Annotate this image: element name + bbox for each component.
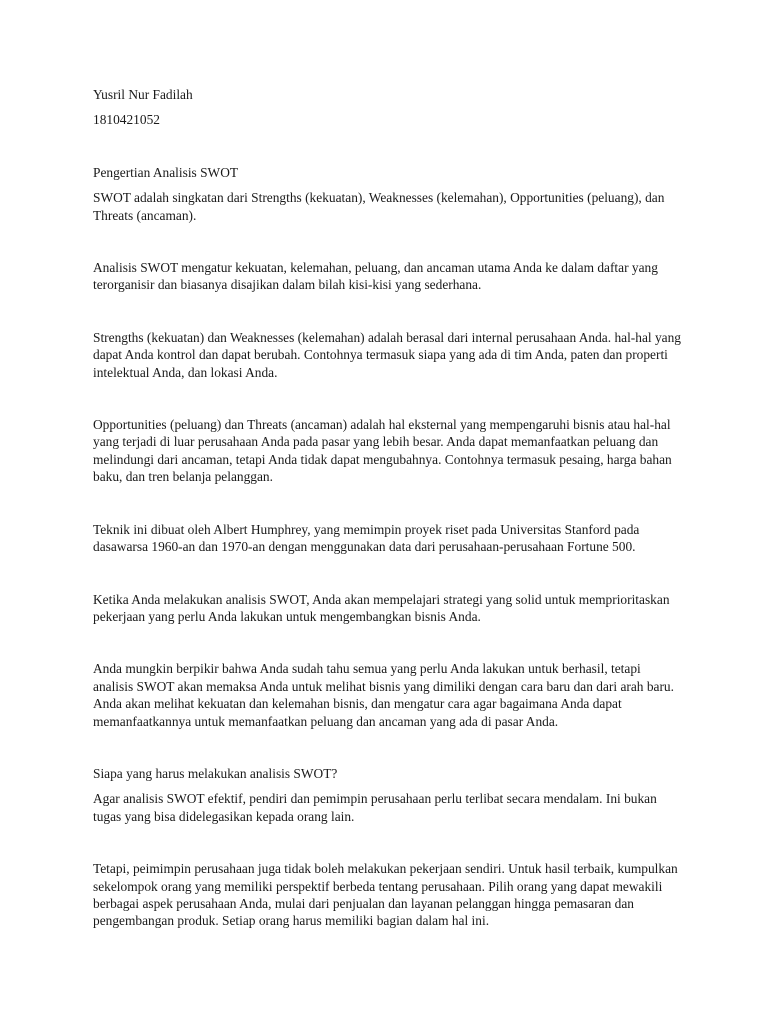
- paragraph-swot-organize: Analisis SWOT mengatur kekuatan, kelemahan, peluang, dan ancaman utama Anda ke dalam daftar yang terorganisir dan biasanya disajikan dalam bilah kisi-kisi yang sederhana.: [93, 260, 658, 293]
- student-id: 1810421052: [93, 112, 160, 128]
- paragraph-team: Tetapi, peimimpin perusahaan juga tidak boleh melakukan pekerjaan sendiri. Untuk hasil terbaik, kumpulkan sekelompok orang yang memiliki perspektif berbeda tentang perusahaan. Pilih orang yang dapat mewakili berbagai aspek perusahaan Anda, mulai dari penjualan dan layanan pelanggan hingga pemasaran dan pengembangan produk. Setiap orang harus memiliki bagian dalam hal ini.: [93, 861, 678, 929]
- author-name: Yusril Nur Fadilah: [93, 87, 193, 102]
- document-page: [93, 86, 683, 930]
- section-heading-siapa: Siapa yang harus melakukan analisis SWOT?: [93, 765, 338, 781]
- paragraph-humphrey: Teknik ini dibuat oleh Albert Humphrey, yang memimpin proyek riset pada Universitas Stanford pada dasawarsa 1960-an dan 1970-an dengan menggunakan data dari perusahaan-perusahaan Fortune 500.: [93, 521, 640, 555]
- paragraph-new-perspective: Anda mungkin berpikir bahwa Anda sudah tahu semua yang perlu Anda lakukan untuk berhasil, tetapi analisis SWOT akan memaksa Anda untuk melihat bisnis yang dimiliki dengan cara baru dan dari arah baru. Anda akan melihat kekuatan dan kelemahan bisnis, dan mengatur cara agar bagaimana Anda dapat memanfaatkannya untuk memanfaatkan peluang dan ancaman yang ada di pasar Anda.: [93, 661, 674, 729]
- paragraph-opportunities-threats: Opportunities (peluang) dan Threats (ancaman) adalah hal eksternal yang mempengaruhi bisnis atau hal-hal yang terjadi di luar perusahaan Anda pada pasar yang lebih besar. Anda dapat memanfaatkan peluang dan melindungi dari ancaman, tetapi Anda tidak dapat mengubahnya. Contohnya termasuk pesaing, harga bahan baku, dan tren belanja pelanggan.: [93, 417, 672, 485]
- section-heading-pengertian: Pengertian Analisis SWOT: [93, 164, 239, 180]
- paragraph-swot-definition: SWOT adalah singkatan dari Strengths (kekuatan), Weaknesses (kelemahan), Opportunities (peluang), dan Threats (ancaman).: [93, 190, 665, 223]
- paragraph-leaders: Agar analisis SWOT efektif, pendiri dan pemimpin perusahaan perlu terlibat secara mendalam. Ini bukan tugas yang bisa didelegasikan kepada orang lain.: [93, 791, 657, 824]
- paragraph-strategy: Ketika Anda melakukan analisis SWOT, Anda akan mempelajari strategi yang solid untuk memprioritaskan pekerjaan yang perlu Anda lakukan untuk mengembangkan bisnis Anda.: [93, 591, 670, 624]
- paragraph-strengths-weaknesses: Strengths (kekuatan) dan Weaknesses (kelemahan) adalah berasal dari internal perusahaan Anda. hal-hal yang dapat Anda kontrol dan dapat berubah. Contohnya termasuk siapa yang ada di tim Anda, paten dan properti intelektual Anda, dan lokasi Anda.: [93, 329, 681, 380]
